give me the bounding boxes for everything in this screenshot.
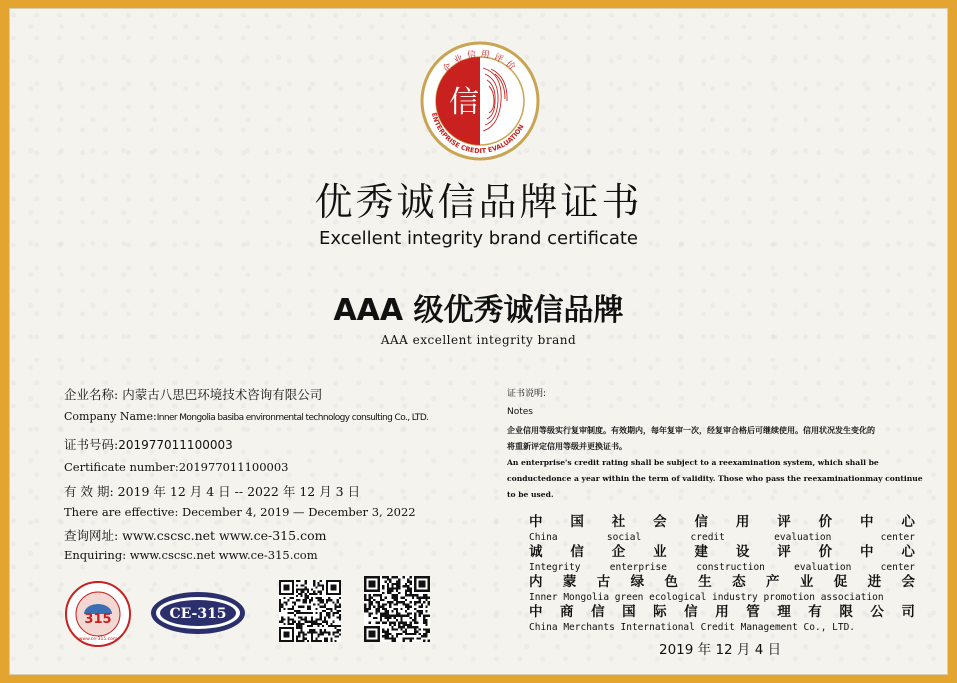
certificate-notes: [507, 386, 927, 503]
issuer-name-char: 信: [591, 604, 605, 620]
issuer-name-char: 心: [901, 514, 915, 530]
issuer-name-char: 公: [870, 604, 884, 620]
issuer-name-word: enterprise: [609, 562, 667, 573]
notes-cn-line: 将重新评定信用等级并更换证书。: [507, 442, 627, 451]
issuer-name-char: 色: [664, 574, 678, 590]
validity-cn: 有 效 期: 2019 年 12 月 4 日 -- 2022 年 12 月 3 日: [64, 484, 361, 499]
validity-en: There are effective: December 4, 2019 — December 3, 2022: [64, 505, 416, 519]
company-label-en: Company Name:: [64, 410, 157, 423]
issuer-name-char: 心: [901, 544, 915, 560]
issuer-name-en: [529, 531, 915, 544]
notes-label-cn: 证书说明:: [507, 389, 547, 399]
issuer-name-word: evaluation: [794, 562, 852, 573]
credit-seal-logo: [419, 40, 541, 162]
issuing-organizations: [529, 514, 915, 634]
issuer-name-word: construction: [696, 562, 765, 573]
certificate-label-cn: 证书号码:: [64, 437, 119, 452]
issuer-name-char: 管: [746, 604, 760, 620]
issuer-name-char: 中: [860, 514, 874, 530]
issuer-name-char: 生: [698, 574, 712, 590]
notes-cn-line: 企业信用等级实行复审制度。有效期内，每年复审一次，经复审合格后可继续使用。信用状况发生变化的: [507, 426, 875, 435]
grade-title-en: AAA excellent integrity brand: [380, 333, 577, 347]
seal-ring-top-text: 企业信用评价: [441, 49, 520, 76]
certificate-page: [9, 8, 948, 675]
issuer-name-word: Integrity: [529, 562, 581, 573]
ce-315-logo: [149, 590, 247, 636]
notes-en-line: conductedonce a year within the term of validity. Those who pass the reexaminationmay continue: [507, 474, 923, 483]
issuer-name-char: 进: [867, 574, 882, 590]
enquiry-en: Enquiring: www.cscsc.net www.ce-315.com: [64, 548, 318, 562]
issuer-name-char: 信: [570, 544, 584, 560]
issuer-name-en: China Merchants International Credit Management Co., LTD.: [529, 622, 856, 633]
company-value-en: Inner Mongolia basiba environmental technology consulting Co., LTD.: [156, 413, 429, 423]
issuer-name-char: 信: [694, 514, 708, 530]
certificate-number-value-cn: 201977011100003: [118, 438, 233, 452]
logo-315-number: 315: [84, 612, 112, 627]
issuer-name-char: 态: [732, 574, 746, 590]
issuer-name-en: [529, 561, 915, 574]
issuer-name-char: 中: [529, 514, 543, 530]
qr-code-icon: [364, 576, 430, 642]
issuer-name-char: 会: [901, 574, 915, 590]
issuer-name-char: 业: [653, 544, 667, 560]
issuer-name-char: 设: [735, 544, 750, 560]
notes-en-line: An enterprise's credit rating shall be subject to a reexamination system, which shall be: [507, 458, 879, 467]
company-label-cn: 企业名称:: [64, 387, 119, 402]
issuer-name-char: 信: [684, 604, 698, 620]
issuer-name-cn: [529, 574, 915, 591]
issuer-name-char: 蒙: [562, 574, 577, 590]
seal-ring-bottom-text: ENTERPRISE CREDIT EVALUATION: [429, 111, 526, 156]
issuer-name-char: 古: [596, 574, 611, 590]
issuer-name-char: 评: [777, 544, 791, 560]
issuer-name-char: 促: [833, 574, 848, 590]
issue-date: 2019 年 12 月 4 日: [659, 642, 782, 658]
issuer-name-char: 绿: [630, 574, 645, 590]
notes-en-line: to be used.: [507, 490, 554, 499]
qr-code-icon: [279, 580, 341, 642]
issuer-name-word: China: [529, 532, 558, 543]
certificate-title-en: Excellent integrity brand certificate: [319, 228, 638, 249]
issuer-name-char: 中: [529, 604, 543, 620]
certificate-title-cn: 优秀诚信品牌证书: [314, 180, 643, 224]
issuer-name-char: 建: [694, 544, 708, 560]
issuer-name-char: 会: [653, 514, 667, 530]
issuer-name-cn: [529, 514, 915, 531]
issuer-name-cn: [529, 544, 915, 561]
ce-315-text: CE-315: [169, 606, 227, 622]
issuer-name-char: 业: [799, 574, 814, 590]
issuer-name-char: 理: [777, 604, 791, 620]
logo-315-url: www.ce-315.com: [78, 637, 118, 642]
issuer-name-char: 国: [622, 604, 636, 620]
issuer-name-char: 产: [766, 574, 780, 590]
issuer-name-word: center: [880, 532, 915, 543]
grade-title-cn: AAA 级优秀诚信品牌: [333, 293, 624, 328]
issuer-name-word: center: [880, 562, 915, 573]
company-value-cn: 内蒙古八思巴环境技术咨询有限公司: [122, 387, 323, 402]
china-315-logo: [64, 580, 132, 648]
company-name-en: [64, 408, 428, 423]
certificate-number-en: [64, 460, 288, 474]
issuer-name-char: 际: [653, 604, 667, 620]
issuer-name-char: 社: [611, 514, 626, 530]
issuer-name-cn: [529, 604, 915, 621]
issuer-name-char: 有: [808, 604, 822, 620]
issuer-name-char: 评: [777, 514, 791, 530]
company-name-cn: [64, 385, 322, 403]
issuer-name-char: 限: [839, 604, 853, 620]
issuer-name-char: 国: [570, 514, 584, 530]
issuer-name-char: 用: [715, 604, 729, 620]
issuer-name-en: Inner Mongolia green ecological industry promotion association: [529, 592, 884, 603]
issuer-name-word: social: [606, 532, 642, 543]
issuer-name-char: 诚: [529, 544, 543, 560]
issuer-name-char: 商: [560, 604, 574, 620]
enquiry-cn: 查询网址: www.cscsc.net www.ce-315.com: [64, 528, 327, 543]
issuer-name-word: evaluation: [774, 532, 832, 543]
certificate-number-value-en: 201977011100003: [178, 460, 289, 474]
issuer-name-char: 企: [611, 544, 626, 560]
issuer-name-char: 价: [818, 544, 833, 560]
issuer-name-word: credit: [690, 532, 725, 543]
issuer-name-char: 司: [901, 604, 915, 620]
issuer-name-char: 用: [735, 514, 750, 530]
issuer-name-char: 内: [529, 574, 543, 590]
certificate-number-cn: [64, 435, 233, 453]
issuer-name-char: 价: [818, 514, 833, 530]
seal-center-character: 信: [449, 85, 479, 120]
notes-label-en: Notes: [507, 407, 533, 417]
issuer-name-char: 中: [860, 544, 874, 560]
certificate-label-en: Certificate number:: [64, 460, 179, 474]
